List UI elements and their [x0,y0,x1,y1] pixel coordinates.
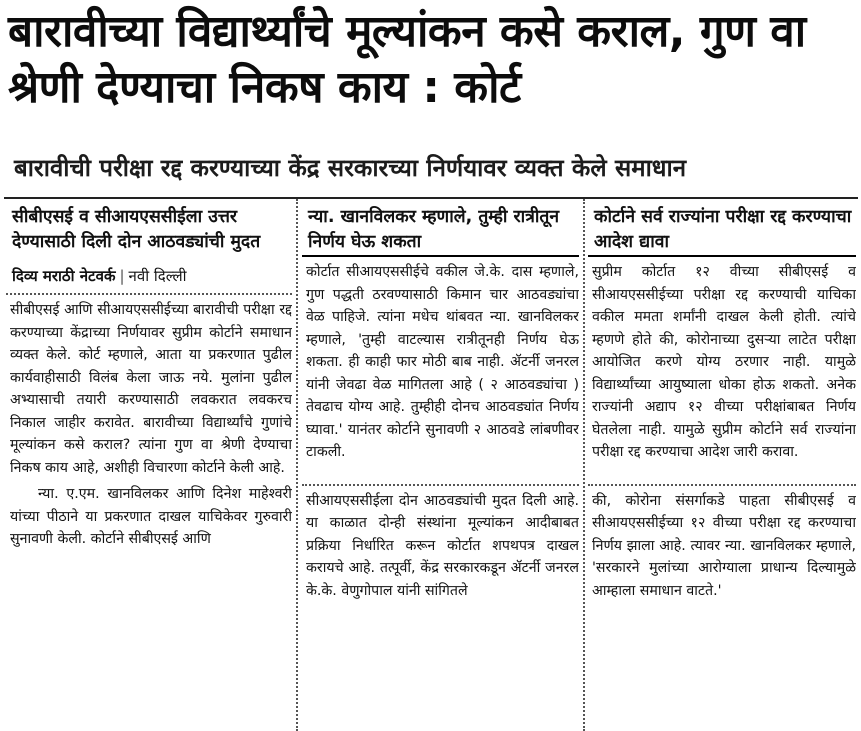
byline-source: दिव्य मराठी नेटवर्क [12,267,116,285]
column-right-title: कोर्टाने सर्व राज्यांना परीक्षा रद्द करण्याचा आदेश द्यावा [594,207,852,252]
column-middle-rule [302,255,579,257]
column-right-divider [588,484,856,486]
column-separator [583,199,585,731]
column-separator [296,199,298,731]
column-middle-title: न्या. खानविलकर म्हणाले, तुम्ही रात्रीतून निर्णय घेऊ शकता [308,207,560,252]
byline-place: नवी दिल्ली [128,267,187,285]
subheadline: बारावीची परीक्षा रद्द करण्याच्या केंद्र सरकारच्या निर्णयावर व्यक्त केले समाधान [14,154,687,182]
column-middle-divider [302,484,579,486]
column-right-rule [588,255,856,257]
column-middle-paragraph: सीआयएससीईला दोन आठवड्यांची मुदत दिली आहे. या काळात दोन्ही संस्थांना मूल्यांकन आदीबाबत प्रक्रिया निर्धारित करून कोर्टात शपथपत्र दाखल करायचे आहे. तत्पूर्वी, केंद्र सरकारकडून ॲटर्नी जनरल के.के. वेणुगोपाल यांनी सांगितले [306,492,579,599]
column-left [6,199,292,731]
column-right-paragraph: सुप्रीम कोर्टात १२ वीच्या सीबीएसई व सीआयएससीईच्या परीक्षा रद्द करण्याची याचिका वकील ममता शर्मांनी दाखल केली होती. त्यांचे म्हणणे होते की, कोरोनाच्या दुसऱ्या लाटेत परीक्षा आयोजित करणे योग्य ठरणार नाही. यामुळे विद्यार्थ्यांच्या आयुष्याला धोका होऊ शकतो. अनेक राज्यांनी अद्याप १२ वीच्या परीक्षांबाबत निर्णय घेतलेला नाही. यामुळे सुप्रीम कोर्टाने सर्व राज्यांना परीक्षा रद्द करण्याचा आदेश जारी करावा. [592,264,856,460]
byline-separator: | [119,267,125,285]
column-right [588,199,856,731]
column-left-title: सीबीएसई व सीआयएससीईला उत्तर देण्यासाठी दिली दोन आठवड्यांची मुदत [12,207,261,252]
byline [12,265,292,287]
column-middle-paragraph: कोर्टात सीआयएससीईचे वकील जे.के. दास म्हणाले, गुण पद्धती ठरवण्यासाठी किमान चार आठवड्यांचा वेळ पाहिजे. त्यांना मधेच थांबवत न्या. खानविलकर म्हणाले, 'तुम्ही वाटल्यास रात्रीतूनही निर्णय घेऊ शकता. ही काही फार मोठी बाब नाही. ॲटर्नी जनरल यांनी जेवढा वेळ मागितला आहे ( २ आठवड्यांचा ) तेवढाच योग्य आहे. तुम्हीही दोनच आठवड्यांत निर्णय घ्यावा.' यानंतर कोर्टाने सुनावणी २ आठवडे लांबणीवर टाकली. [306,264,579,460]
column-left-paragraph: सीबीएसई आणि सीआयएससीईच्या बारावीची परीक्षा रद्द करण्याच्या केंद्राच्या निर्णयावर सुप्रीम कोर्टाने समाधान व्यक्त केले. कोर्ट म्हणाले, आता या प्रकरणात पुढील कार्यवाहीसाठी विलंब केला जाऊ नये. मुलांना पुढील अभ्यासाची तयारी करण्यासाठी लवकरात लवकरच निकाल जाहीर करावेत. बारावीच्या विद्यार्थ्यांचे गुणांचे मूल्यांकन कसे कराल? त्यांना गुण वा श्रेणी देण्याचा निकष काय आहे, अशीही विचारणा कोर्टाने केली आहे. [10,302,292,476]
column-middle [302,199,579,731]
headline: बारावीच्या विद्यार्थ्यांचे मूल्यांकन कसे कराल, गुण वा श्रेणी देण्याचा निकष काय : कोर्ट [8,6,806,113]
column-left-divider [6,293,292,295]
column-right-paragraph: की, कोरोना संसर्गाकडे पाहता सीबीएसई व सीआयएससीईच्या १२ वीच्या परीक्षा रद्द करण्याचा निर्णय झाला आहे. त्यावर न्या. खानविलकर म्हणाले, 'सरकारने मुलांच्या आरोग्याला प्राधान्य दिल्यामुळे आम्हाला समाधान वाटते.' [592,492,856,599]
column-left-paragraph: न्या. ए.एम. खानविलकर आणि दिनेश माहेश्वरी यांच्या पीठाने या प्रकरणात दाखल याचिकेवर गुरुवारी सुनावणी केली. कोर्टाने सीबीएसई आणि [10,486,292,547]
